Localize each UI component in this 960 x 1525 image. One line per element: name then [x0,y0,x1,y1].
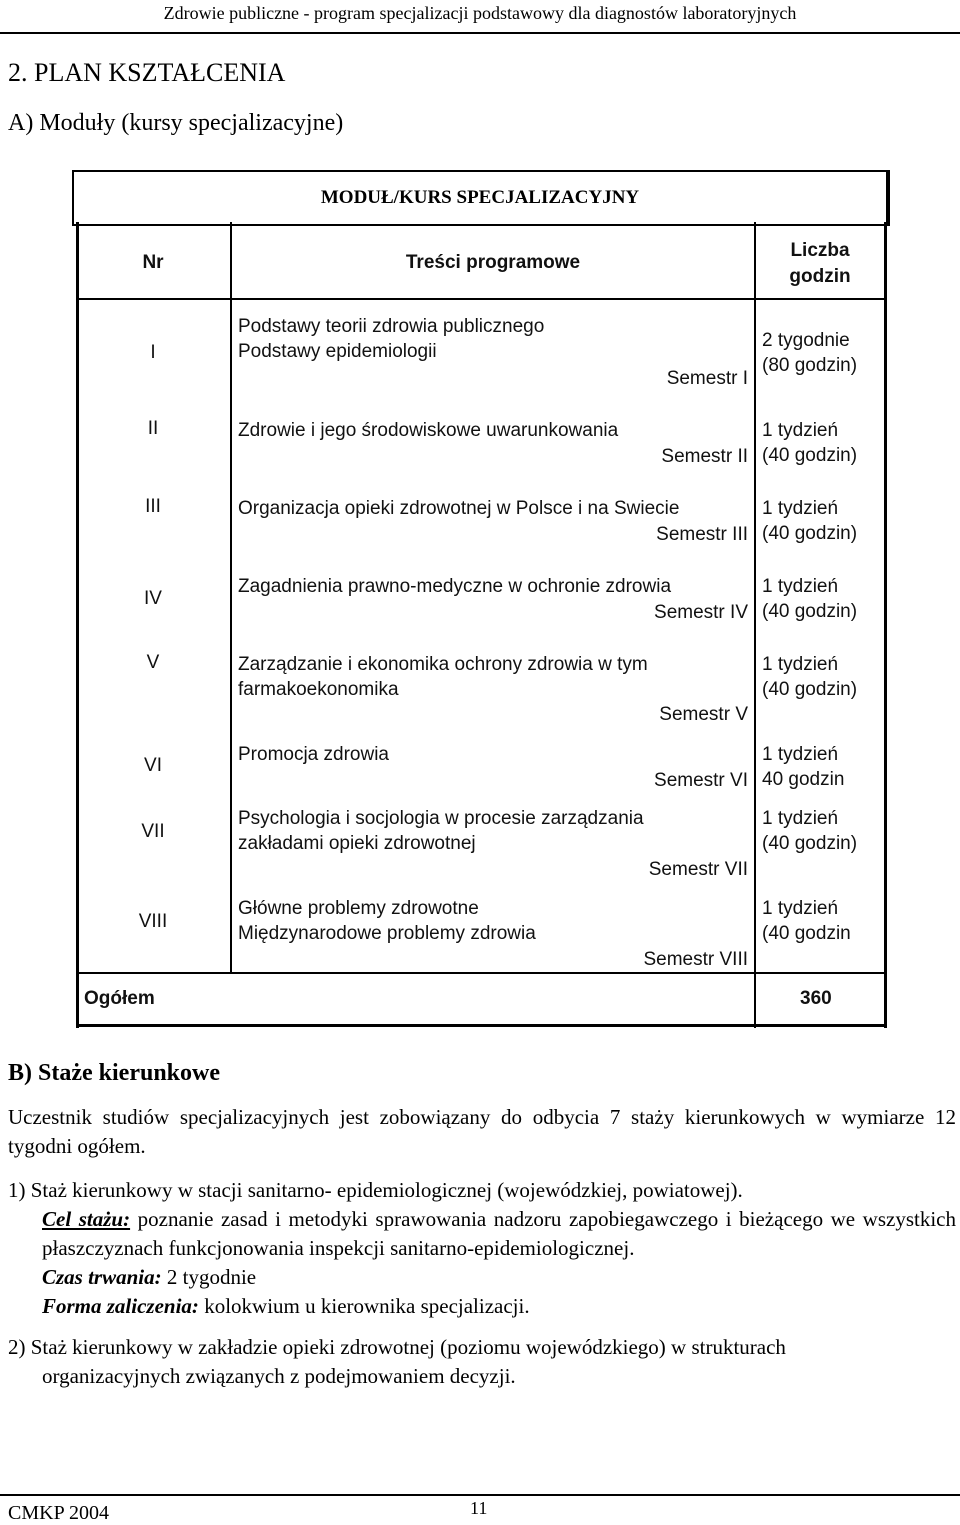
header-hours [756,238,884,290]
row-7-line2: zakładami opieki zdrowotnej [238,833,476,854]
item-1-title: 1) Staż kierunkowy w stacji sanitarno- epidemiologicznej (wojewódzkiej, powiatowej). [8,1178,743,1202]
row-6-line1: Promocja zdrowia [238,744,389,765]
row-5-nr: V [146,652,160,673]
header-hours-line1: Liczba [790,240,850,261]
row-3-hours2: (40 godzin) [762,523,858,544]
row-1-line2: Podstawy epidemiologii [238,341,437,362]
footer-publisher: CMKP 2004 [8,1502,109,1524]
item-1-duration [42,1263,956,1292]
subsection-b-title: B) Staże kierunkowe [8,1060,220,1086]
row-1-nr: I [150,342,156,363]
row-8-line2: Międzynarodowe problemy zdrowia [238,923,536,944]
duration-text: 2 tygodnie [161,1265,257,1289]
row-7-hours [762,806,882,856]
row-6-nr: VI [144,755,162,776]
row-2-hours1: 1 tydzień [762,420,839,441]
row-4-content [238,574,748,624]
header-hours-line2: godzin [789,266,851,287]
total-label: Ogółem [84,988,155,1009]
row-5-line1: Zarządzanie i ekonomika ochrony zdrowia w tym [238,654,648,675]
table-border-right [884,222,887,1028]
row-7-nr: VII [141,821,165,842]
row-3-content [238,496,748,546]
item-2-line1: 2) Staż kierunkowy w zakładzie opieki zdrowotnej (poziomu wojewódzkiego) w strukturach [8,1335,786,1359]
row-5-line2: farmakoekonomika [238,679,399,700]
row-5-hours1: 1 tydzień [762,654,839,675]
row-7-content [238,806,748,886]
row-2-hours [762,418,882,468]
row-1-hours [762,328,882,378]
row-3-line1: Organizacja opieki zdrowotnej w Polsce i na Swiecie [238,498,680,519]
row-1-hours2: (80 godzin) [762,355,858,376]
section-title: 2. PLAN KSZTAŁCENIA [8,58,286,87]
table-title: MODUŁ/KURS SPECJALIZACYJNY [72,170,890,226]
row-7-hours2: (40 godzin) [762,833,858,854]
row-6-semester: Semestr VI [654,770,748,791]
row-7-hours1: 1 tydzień [762,808,839,829]
row-7-semester: Semestr VII [648,859,748,880]
row-4-hours2: (40 godzin) [762,601,858,622]
goal-text: poznanie zasad i metodyki sprawowania nadzoru zapobiegawczego i bieżącego we wszystkich płaszczyznach funkcjonowania inspekcji sanitarno-epidemiologicznej. [42,1207,956,1260]
row-8-hours2: (40 godzin [762,923,851,944]
row-1-semester: Semestr I [666,368,748,389]
row-8-content [238,896,748,976]
row-6-content [238,742,748,792]
row-1-hours1: 2 tygodnie [762,330,850,351]
row-4-hours1: 1 tydzień [762,576,839,597]
row-2-line1: Zdrowie i jego środowiskowe uwarunkowania [238,420,619,441]
row-3-nr: III [145,496,161,517]
item-2-line2: organizacyjnych związanych z podejmowaniem decyzji. [42,1364,516,1388]
duration-label: Czas trwania: [42,1265,162,1289]
form-label: Forma zaliczenia: [42,1294,199,1318]
row-2-nr: II [147,418,159,439]
goal-label: Cel stażu: [42,1207,131,1231]
footer-rule [0,1494,960,1496]
row-3-hours1: 1 tydzień [762,498,839,519]
row-3-hours [762,496,882,546]
row-4-hours [762,574,882,624]
header-content: Treści programowe [405,252,581,273]
row-8-nr: VIII [138,911,168,932]
col-divider-1 [230,222,232,972]
row-7-line1: Psychologia i socjologia w procesie zarządzania [238,808,644,829]
subsection-a-title: A) Moduły (kursy specjalizacyjne) [8,110,344,136]
row-4-line1: Zagadnienia prawno-medyczne w ochronie zdrowia [238,576,672,597]
row-4-semester: Semestr IV [654,602,748,623]
row-2-semester: Semestr II [661,446,748,467]
total-value: 360 [800,988,832,1009]
row-5-content [238,652,748,732]
item-1-goal [42,1205,956,1263]
row-5-semester: Semestr V [659,704,748,725]
row-5-hours [762,652,882,702]
page-number: 11 [470,1498,488,1518]
row-divider-header [76,298,887,300]
row-2-content [238,418,748,468]
row-6-hours [762,742,882,792]
row-5-hours2: (40 godzin) [762,679,858,700]
row-1-content [238,314,748,394]
header-nr: Nr [142,252,164,273]
row-8-hours [762,896,882,946]
row-6-hours1: 1 tydzień [762,744,839,765]
row-4-nr: IV [144,588,162,609]
form-text: kolokwium u kierownika specjalizacji. [198,1294,530,1318]
row-8-semester: Semestr VIII [643,949,748,970]
row-8-hours1: 1 tydzień [762,898,839,919]
running-header: Zdrowie publiczne - program specjalizacji podstawowy dla diagnostów laboratoryjnych [0,0,960,34]
intro-paragraph: Uczestnik studiów specjalizacyjnych jest zobowiązany do odbycia 7 staży kierunkowych w wymiarze 12 tygodni ogółem. [8,1105,956,1158]
col-divider-2 [754,222,756,1028]
row-2-hours2: (40 godzin) [762,445,858,466]
row-6-hours2: 40 godzin [762,769,845,790]
row-8-line1: Główne problemy zdrowotne [238,898,479,919]
row-3-semester: Semestr III [656,524,748,545]
row-1-line1: Podstawy teorii zdrowia publicznego [238,316,545,337]
table-border-bottom [76,1024,887,1027]
item-1-form [42,1292,956,1321]
